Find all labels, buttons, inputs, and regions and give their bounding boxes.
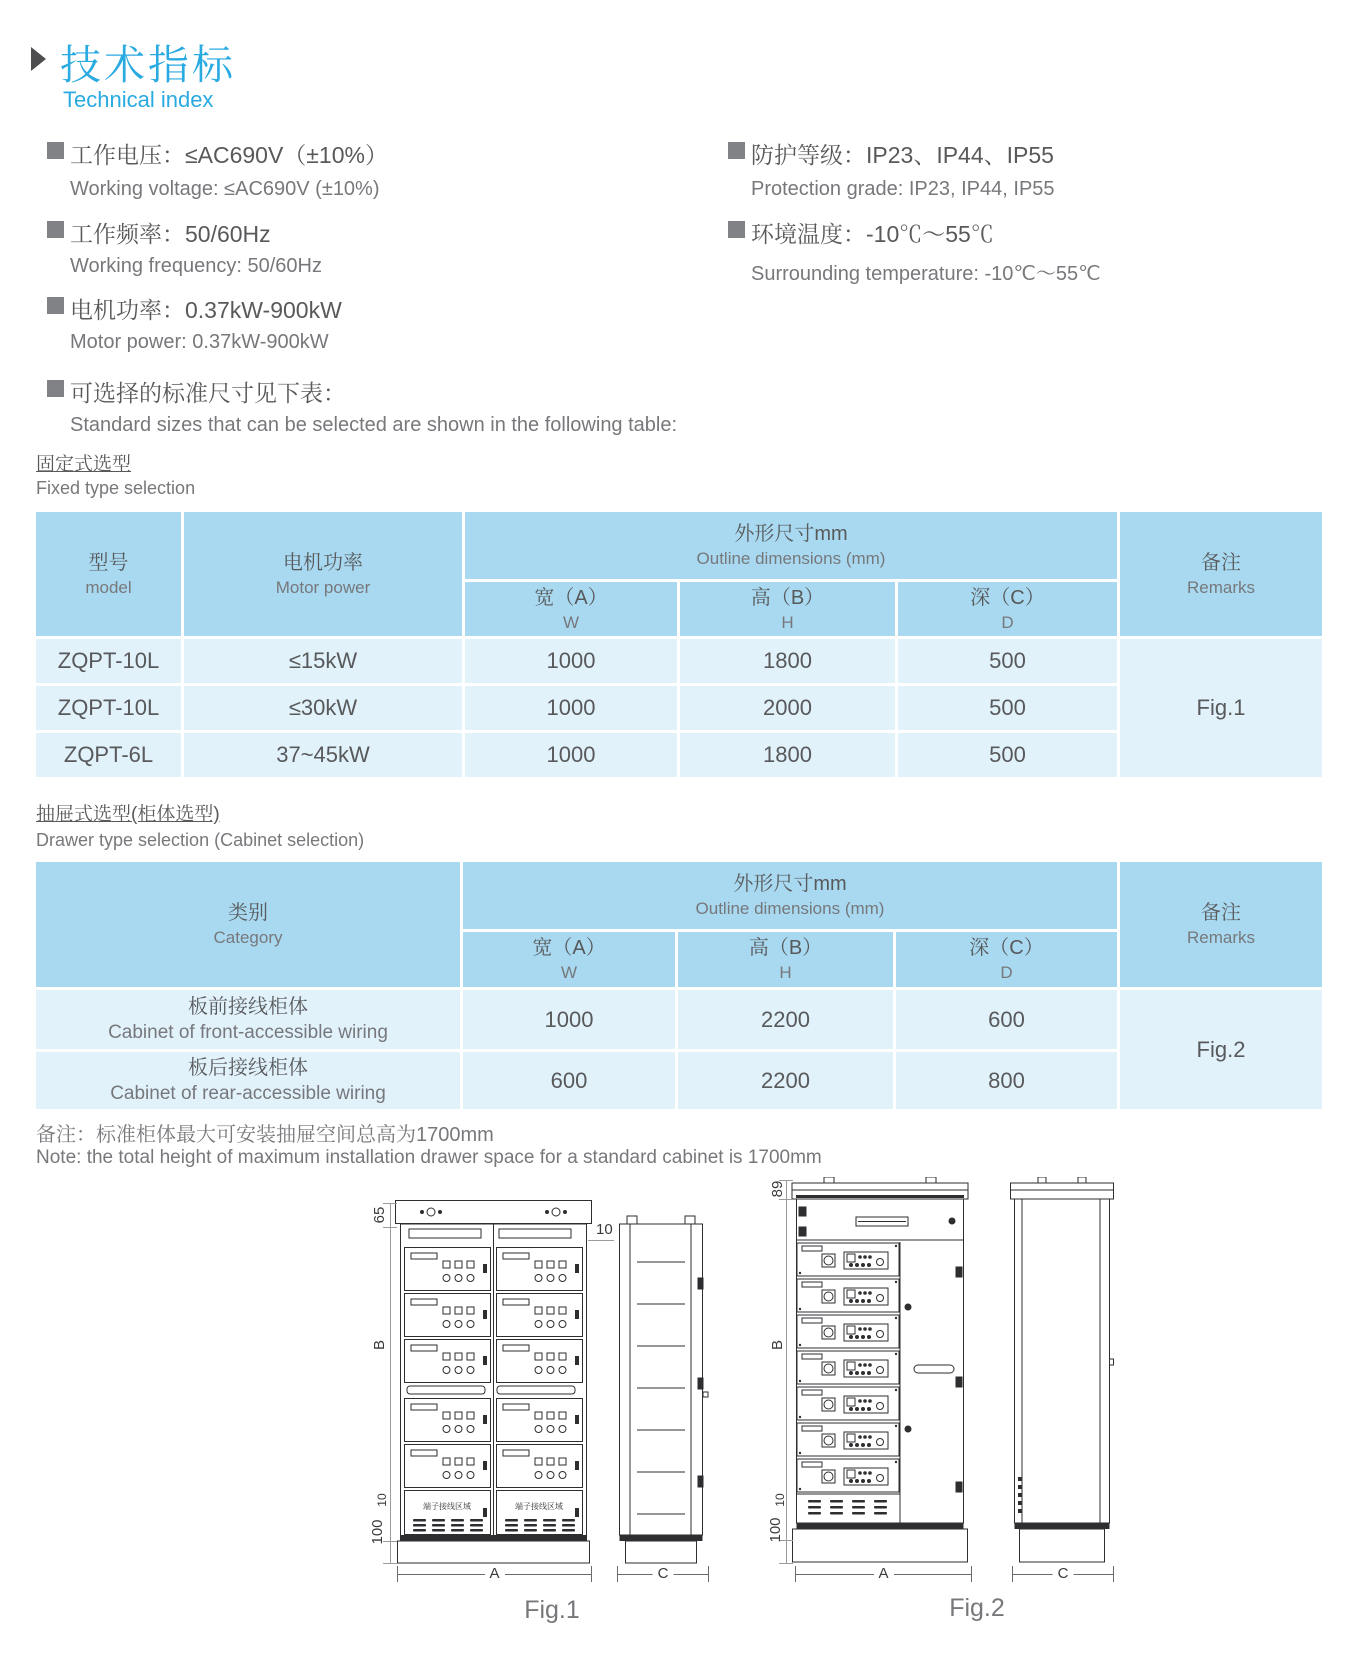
spec-temperature-en: Surrounding temperature: -10℃～55℃: [751, 263, 1101, 285]
bullet-icon: [728, 221, 745, 238]
fig1-front-view: [395, 1200, 592, 1565]
cell-model: ZQPT-6L: [35, 732, 183, 779]
cell-w: 1000: [464, 732, 679, 779]
spec-protection-en: Protection grade: IP23, IP44, IP55: [751, 178, 1055, 200]
cell-h: 1800: [679, 732, 897, 779]
fig2-dim-height: B: [769, 1340, 786, 1351]
cell-h: 1800: [679, 638, 897, 685]
bullet-icon: [47, 380, 64, 397]
bullet-icon: [47, 221, 64, 238]
col-header-remarks: 备注 Remarks: [1119, 861, 1324, 989]
terminal-area-label: 端子接线区域: [515, 1502, 563, 1511]
cell-d: 600: [895, 989, 1119, 1051]
table-intro-cn: 可选择的标准尺寸见下表：: [70, 380, 346, 406]
cell-model: ZQPT-10L: [35, 685, 183, 732]
cell-category: 板前接线柜体 Cabinet of front-accessible wiring: [35, 989, 462, 1051]
cell-d: 500: [897, 732, 1119, 779]
spec-frequency-cn: 工作频率：50/60Hz: [70, 221, 271, 247]
fig1-dim-width: A: [484, 1567, 504, 1581]
col-header-model: 型号 model: [35, 511, 183, 638]
spec-motor-power-cn: 电机功率：0.37kW-900kW: [70, 297, 342, 323]
dim-tick: [588, 1240, 614, 1241]
note-cn: 备注：标准柜体最大可安装抽屉空间总高为1700mm: [36, 1124, 494, 1146]
col-header-height: 高（B） H: [677, 931, 895, 989]
cell-w: 1000: [464, 638, 679, 685]
spec-voltage-cn: 工作电压：≤AC690V（±10%）: [70, 142, 388, 168]
bullet-icon: [728, 142, 745, 159]
fig2-dim-depth: C: [1053, 1567, 1074, 1581]
cell-category: 板后接线柜体 Cabinet of rear-accessible wiring: [35, 1051, 462, 1111]
fig2-dim-top: 89: [769, 1180, 786, 1198]
fig2-caption: Fig.2: [949, 1594, 1005, 1622]
col-header-category: 类别 Category: [35, 861, 462, 989]
col-header-outline: 外形尺寸mm Outline dimensions (mm): [464, 511, 1119, 581]
cabinet-body: [1015, 1199, 1110, 1523]
cabinet-top-cap: [1011, 1183, 1114, 1190]
dim-tick: [383, 1563, 397, 1564]
cabinet-body: [620, 1224, 703, 1535]
cabinet-top-cap: [396, 1201, 592, 1224]
fig1-dim-base: 100: [369, 1519, 386, 1545]
col-header-height: 高（B） H: [679, 581, 897, 638]
cell-d: 800: [895, 1051, 1119, 1111]
table-row: [35, 989, 1324, 1051]
drawer-section-title-cn: 抽屉式选型(柜体选型): [36, 804, 220, 825]
cell-power: 37~45kW: [183, 732, 464, 779]
cell-h: 2000: [679, 685, 897, 732]
spec-motor-power-en: Motor power: 0.37kW-900kW: [70, 331, 329, 353]
col-header-width: 宽（A） W: [464, 581, 679, 638]
fig2-front-view: [790, 1177, 970, 1565]
spec-protection-cn: 防护等级：IP23、IP44、IP55: [751, 142, 1054, 168]
cell-w: 1000: [464, 685, 679, 732]
cabinet-plinth: [398, 1541, 590, 1563]
drawer-section-title-en: Drawer type selection (Cabinet selection): [36, 830, 365, 850]
table-row: [35, 638, 1324, 685]
table-intro-en: Standard sizes that can be selected are shown in the following table:: [70, 414, 678, 436]
fig1-dim-height: B: [371, 1340, 388, 1351]
fig1-dimension-line: [390, 1203, 391, 1563]
cell-w: 1000: [462, 989, 677, 1051]
fig2-dim-small: 10: [773, 1493, 787, 1507]
fixed-section-title-en: Fixed type selection: [36, 478, 196, 498]
cell-power: ≤30kW: [183, 685, 464, 732]
fig2-depth-bracket: [1012, 1566, 1114, 1582]
col-header-remarks: 备注 Remarks: [1119, 511, 1324, 638]
fig1-width-bracket: [397, 1566, 592, 1582]
section-arrow-icon: [31, 47, 46, 71]
spec-frequency-en: Working frequency: 50/60Hz: [70, 255, 322, 277]
cabinet-plinth: [626, 1541, 697, 1563]
fig1-side-view: [613, 1200, 709, 1565]
col-header-motor-power: 电机功率 Motor power: [183, 511, 464, 638]
cabinet-plinth: [1020, 1529, 1105, 1562]
fig1-dim-gap: 10: [596, 1221, 613, 1238]
spec-voltage-en: Working voltage: ≤AC690V (±10%): [70, 178, 380, 200]
col-header-outline: 外形尺寸mm Outline dimensions (mm): [462, 861, 1119, 931]
col-header-depth: 深（C） D: [895, 931, 1119, 989]
terminal-area-label: 端子接线区域: [423, 1502, 471, 1511]
fig2-width-bracket: [795, 1566, 972, 1582]
fig2-side-view: [1010, 1177, 1114, 1565]
fig1-dim-depth: C: [653, 1567, 674, 1581]
cell-w: 600: [462, 1051, 677, 1111]
fig1-dim-top: 65: [371, 1206, 388, 1224]
cell-h: 2200: [677, 1051, 895, 1111]
cell-d: 500: [897, 685, 1119, 732]
cell-remark: Fig.2: [1119, 989, 1324, 1111]
cell-model: ZQPT-10L: [35, 638, 183, 685]
dim-tick: [779, 1563, 793, 1564]
col-header-width: 宽（A） W: [462, 931, 677, 989]
fixed-type-table: [33, 509, 1325, 780]
cabinet-plinth: [793, 1529, 968, 1562]
page-subtitle: Technical index: [63, 87, 214, 112]
fixed-section-title-cn: 固定式选型: [36, 454, 132, 475]
note-en: Note: the total height of maximum installation drawer space for a standard cabinet is 1700mm: [36, 1147, 822, 1168]
bullet-icon: [47, 142, 64, 159]
spec-temperature-cn: 环境温度：-10℃～55℃: [751, 221, 994, 247]
fig2-dim-width: A: [873, 1567, 893, 1581]
cell-power: ≤15kW: [183, 638, 464, 685]
cell-d: 500: [897, 638, 1119, 685]
col-header-depth: 深（C） D: [897, 581, 1119, 638]
fig1-dim-small: 10: [375, 1493, 389, 1507]
bullet-icon: [47, 297, 64, 314]
cabinet-top-cap: [792, 1183, 968, 1190]
page-title: 技术指标: [60, 42, 236, 88]
fig1-caption: Fig.1: [524, 1596, 580, 1624]
fig2-dim-base: 100: [767, 1517, 784, 1543]
cell-remark: Fig.1: [1119, 638, 1324, 779]
fig1-depth-bracket: [617, 1566, 709, 1582]
drawer-type-table: [33, 859, 1325, 1112]
cell-h: 2200: [677, 989, 895, 1051]
